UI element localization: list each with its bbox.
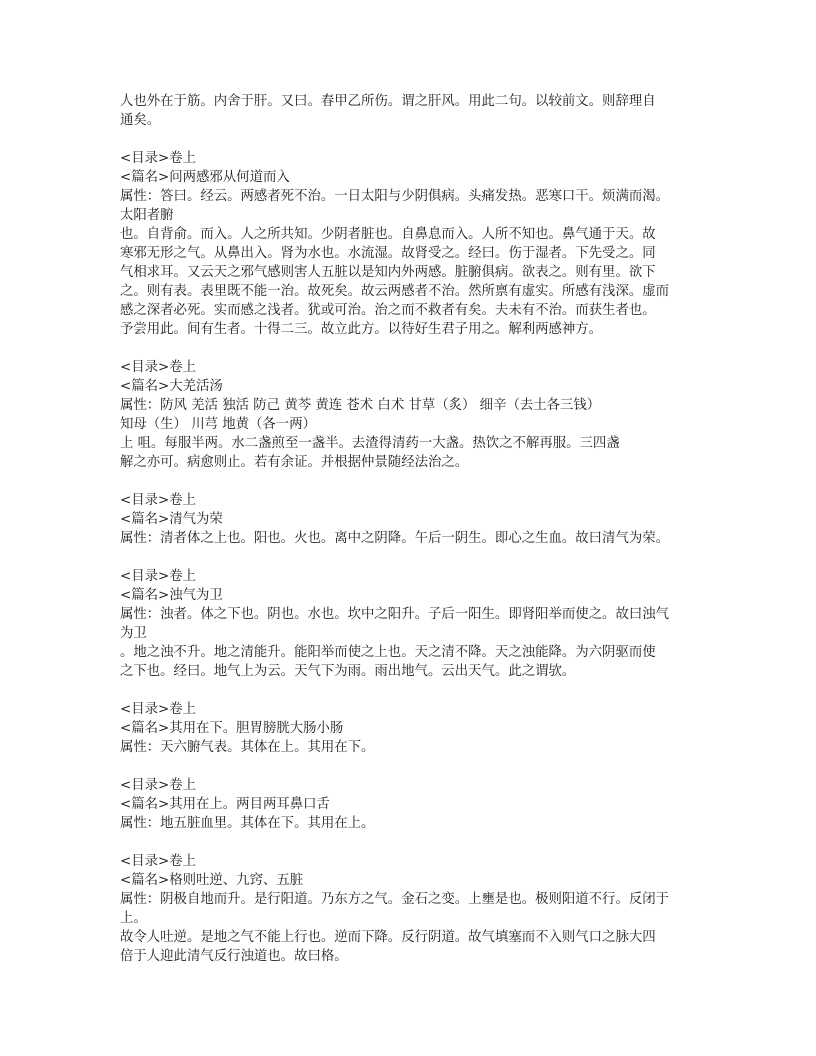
text-line: <篇名>其用在下。胆胃膀胱大肠小肠 — [120, 721, 344, 736]
text-line: <目录>卷上 — [120, 493, 197, 508]
blank-line — [120, 472, 700, 491]
text-line: <篇名>其用在上。两目两耳鼻口舌 — [120, 797, 330, 812]
text-line: 属性：防风 羌活 独活 防己 黄芩 黄连 苍术 白术 甘草（炙） 细辛（去土各三钱） — [120, 398, 601, 413]
blank-line — [120, 548, 700, 567]
text-line: 属性：答曰。经云。两感者死不治。一日太阳与少阴俱病。头痛发热。恶寒口干。烦满而渴。 — [120, 189, 670, 204]
text-line: 上。 — [120, 911, 147, 926]
text-line: 。地之浊不升。地之清能升。能阳举而使之上也。天之清不降。天之浊能降。为六阴驱而使 — [120, 645, 656, 660]
blank-line — [120, 681, 700, 700]
text-line: <篇名>问两感邪从何道而入 — [120, 170, 290, 185]
text-line: 人也外在于筋。内舍于肝。又曰。春甲乙所伤。谓之肝风。用此二句。以较前文。则辞理自 — [120, 94, 656, 109]
text-line: <篇名>大羌活汤 — [120, 379, 223, 394]
text-line: <目录>卷上 — [120, 702, 197, 717]
text-line: <目录>卷上 — [120, 854, 197, 869]
text-line: <目录>卷上 — [120, 151, 197, 166]
text-line: 为卫 — [120, 626, 147, 641]
text-line: 属性：清者体之上也。阳也。火也。离中之阴降。午后一阴生。即心之生血。故曰清气为荣。 — [120, 531, 670, 546]
text-line: 寒邪无形之气。从鼻出入。肾为水也。水流湿。故肾受之。经曰。伤于湿者。下先受之。同 — [120, 246, 656, 261]
text-line: 之下也。经曰。地气上为云。天气下为雨。雨出地气。云出天气。此之谓欤。 — [120, 664, 576, 679]
text-line: 属性：地五脏血里。其体在下。其用在上。 — [120, 816, 375, 831]
text-line: <目录>卷上 — [120, 778, 197, 793]
text-line: <篇名>清气为荣 — [120, 512, 223, 527]
text-line: 上 咀。每服半两。水二盏煎至一盏半。去渣得清药一大盏。热饮之不解再服。三四盏 — [120, 436, 620, 451]
text-line: 也。自背俞。而入。人之所共知。少阴者脏也。自鼻息而入。人所不知也。鼻气通于天。故 — [120, 227, 656, 242]
text-line: 解之亦可。病愈则止。若有余证。并根据仲景随经法治之。 — [120, 455, 469, 470]
blank-line — [120, 130, 700, 149]
text-line: 属性：天六腑气表。其体在上。其用在下。 — [120, 740, 375, 755]
document-page — [120, 92, 700, 966]
text-line: 知母（生） 川芎 地黄（各一两） — [120, 417, 316, 432]
text-line: 倍于人迎此清气反行浊道也。故曰格。 — [120, 949, 348, 964]
text-line: 通矣。 — [120, 113, 161, 128]
text-line: <篇名>格则吐逆、九窍、五脏 — [120, 873, 304, 888]
text-line: <篇名>浊气为卫 — [120, 588, 223, 603]
text-line: 之。则有表。表里既不能一治。故死矣。故云两感者不治。然所禀有虚实。所感有浅深。虚而 — [120, 284, 670, 299]
text-line: 太阳者腑 — [120, 208, 174, 223]
text-line: 属性：阴极自地而升。是行阳道。乃东方之气。金石之变。上壅是也。极则阳道不行。反闭于 — [120, 892, 670, 907]
text-line: 故令人吐逆。是地之气不能上行也。逆而下降。反行阴道。故气填塞而不入则气口之脉大四 — [120, 930, 656, 945]
blank-line — [120, 833, 700, 852]
text-line: <目录>卷上 — [120, 360, 197, 375]
text-line: <目录>卷上 — [120, 569, 197, 584]
blank-line — [120, 339, 700, 358]
text-line: 予尝用此。间有生者。十得二三。故立此方。以待好生君子用之。解利两感神方。 — [120, 322, 603, 337]
text-line: 属性：浊者。体之下也。阴也。水也。坎中之阳升。子后一阳生。即肾阳举而使之。故曰浊气 — [120, 607, 670, 622]
text-line: 气相求耳。又云天之邪气感则害人五脏以是知内外两感。脏腑俱病。欲表之。则有里。欲下 — [120, 265, 656, 280]
blank-line — [120, 757, 700, 776]
text-line: 感之深者必死。实而感之浅者。犹或可治。治之而不救者有矣。夫未有不治。而获生者也。 — [120, 303, 656, 318]
